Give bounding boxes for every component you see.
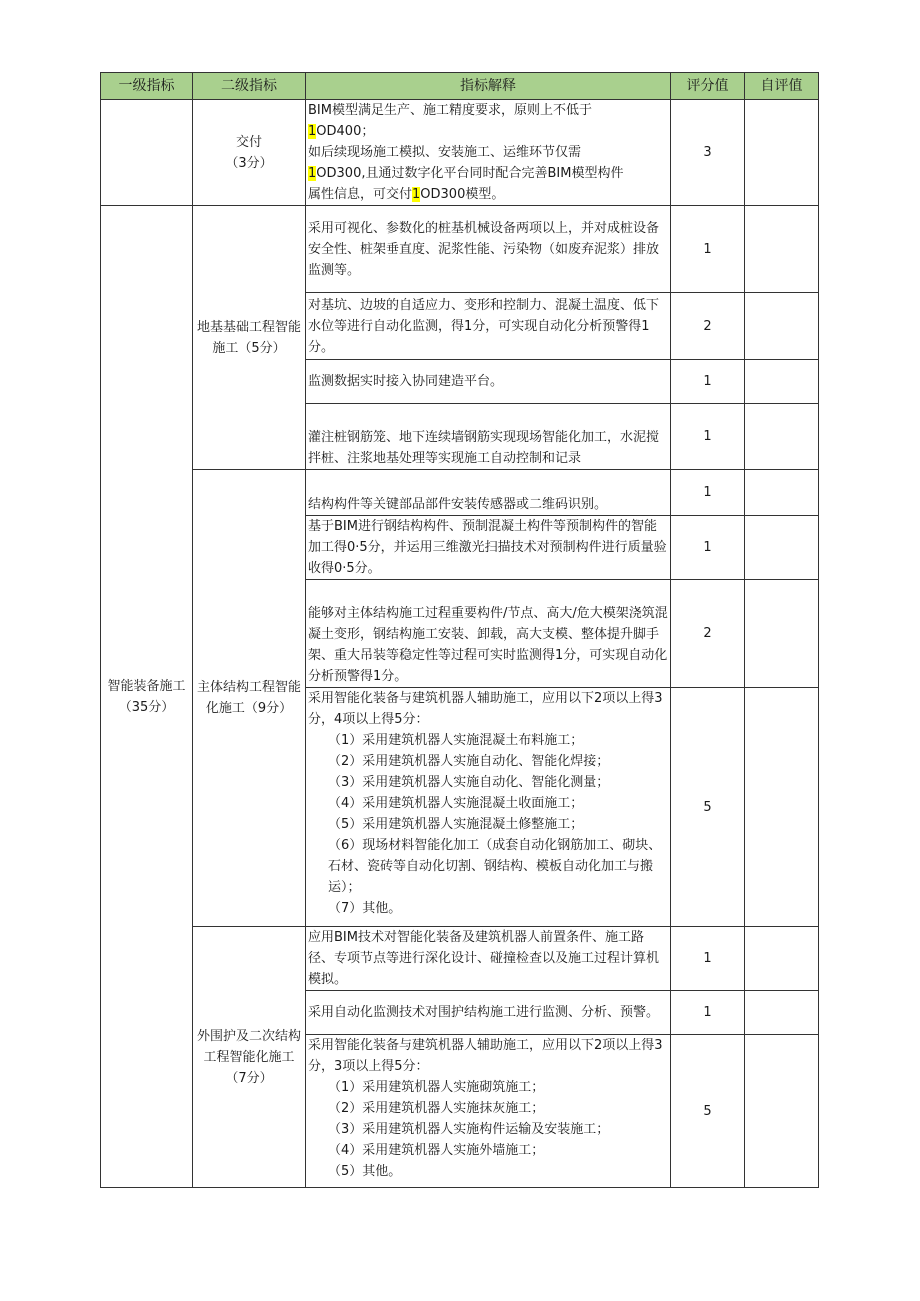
explanation-cell: 基于BIM进行钢结构构件、预制混凝土构件等预制构件的智能加工得0·5分，并运用三维激光扫描技术对预制构件进行质量验收得0·5分。: [306, 516, 671, 580]
score-cell: 1: [671, 206, 745, 293]
list-intro: 采用智能化装备与建筑机器人辅助施工，应用以下2项以上得3分，3项以上得5分：: [308, 1038, 663, 1074]
table-row: [101, 927, 819, 991]
list-item: （4）采用建筑机器人实施混凝土收面施工；: [328, 796, 584, 811]
highlight-mark: 1: [308, 166, 317, 181]
list-item: （1）采用建筑机器人实施砌筑施工；: [328, 1080, 545, 1095]
level2-foundation: 地基基础工程智能施工（5分）: [193, 206, 306, 470]
header-self-score: 自评值: [745, 73, 819, 100]
explanation-clip: [308, 688, 668, 926]
level1-smart-equipment: 智能装备施工（35分）: [101, 206, 193, 1188]
score-cell: 1: [671, 470, 745, 516]
header-level1: 一级指标: [101, 73, 193, 100]
explanation-line: [308, 184, 668, 205]
explanation-line: BIM模型满足生产、施工精度要求，原则上不低于: [308, 103, 592, 118]
header-explanation: 指标解释: [306, 73, 671, 100]
delivery-name: 交付: [235, 134, 262, 150]
self-score-cell: [745, 1035, 819, 1188]
level2-main-structure: 主体结构工程智能化施工（9分）: [193, 470, 306, 927]
explanation-cell: 结构构件等关键部品部件安装传感器或二维码识别。: [306, 470, 671, 516]
list-item: （5）其他。: [328, 1164, 402, 1179]
list-item: （6）现场材料智能化加工（成套自动化钢筋加工、砌块、石材、瓷砖等自动化切割、钢结构、模板自动化加工与搬运）；: [328, 838, 662, 895]
explanation-cell: 采用可视化、参数化的桩基机械设备两项以上，并对成桩设备安全性、桩架垂直度、泥浆性能、污染物（如废弃泥浆）排放监测等。: [306, 206, 671, 293]
score-cell: 3: [671, 100, 745, 206]
list-item: （7）其他。: [328, 901, 402, 916]
table-row: [101, 100, 819, 206]
self-score-cell: [745, 991, 819, 1035]
score-cell: 1: [671, 991, 745, 1035]
list-item: （5）采用建筑机器人实施混凝土修整施工；: [328, 817, 584, 832]
list-item: （3）采用建筑机器人实施构件运输及安装施工；: [328, 1122, 610, 1137]
explanation-cell: 对基坑、边坡的自适应力、变形和控制力、混凝土温度、低下水位等进行自动化监测，得1分，可实现自动化分析预警得1分。: [306, 293, 671, 360]
explanation-line: 如后续现场施工模拟、安装施工、运维环节仅需: [308, 145, 582, 160]
explanation-cell: 应用BIM技术对智能化装备及建筑机器人前置条件、施工路径、专项节点等进行深化设计、碰撞检查以及施工过程计算机模拟。: [306, 927, 671, 991]
score-cell: 1: [671, 927, 745, 991]
self-score-cell: [745, 100, 819, 206]
level1-cell-empty: [101, 100, 193, 206]
explanation-cell: 能够对主体结构施工过程重要构件/节点、高大/危大模架浇筑混凝土变形，钢结构施工安装、卸载，高大支模、整体提升脚手架、重大吊装等稳定性等过程可实时监测得1分，可实现自动化分析预警得1分。: [306, 580, 671, 688]
explanation-line: [308, 121, 668, 142]
score-cell: 5: [671, 688, 745, 927]
explanation-text: OD400；: [316, 124, 375, 139]
score-cell: 1: [671, 404, 745, 470]
explanation-text: OD300,且通过数字化平台同时配合完善BIM模型构件: [316, 166, 624, 181]
explanation-cell: 采用自动化监测技术对围护结构施工进行监测、分析、预警。: [306, 991, 671, 1035]
self-score-cell: [745, 206, 819, 293]
header-row: [101, 73, 819, 100]
self-score-cell: [745, 404, 819, 470]
self-score-cell: [745, 360, 819, 404]
list-intro: 采用智能化装备与建筑机器人辅助施工，应用以下2项以上得3分，4项以上得5分：: [308, 691, 663, 727]
score-cell: 1: [671, 516, 745, 580]
explanation-cell: [306, 688, 671, 927]
highlight-mark: 1: [412, 187, 421, 202]
explanation-cell: [306, 1035, 671, 1188]
highlight-mark: 1: [308, 124, 317, 139]
self-score-cell: [745, 516, 819, 580]
delivery-points: （3分）: [225, 155, 273, 171]
list-item: （1）采用建筑机器人实施混凝土布料施工；: [328, 733, 584, 748]
header-score: 评分值: [671, 73, 745, 100]
list-item: （3）采用建筑机器人实施自动化、智能化测量；: [328, 775, 610, 790]
level2-envelope: 外围护及二次结构工程智能化施工（7分）: [193, 927, 306, 1188]
table-row: [101, 470, 819, 516]
explanation-cell: 灌注桩钢筋笼、地下连续墙钢筋实现现场智能化加工，水泥搅拌桩、注浆地基处理等实现施工自动控制和记录: [306, 404, 671, 470]
score-cell: 1: [671, 360, 745, 404]
explanation-text: 属性信息，可交付: [308, 187, 413, 202]
explanation-text: OD300模型。: [420, 187, 505, 202]
list-item: （2）采用建筑机器人实施抹灰施工；: [328, 1101, 545, 1116]
self-score-cell: [745, 293, 819, 360]
level2-delivery: [193, 100, 306, 206]
self-score-cell: [745, 927, 819, 991]
list-item: （4）采用建筑机器人实施外墙施工；: [328, 1143, 545, 1158]
table-row: [101, 206, 819, 293]
self-score-cell: [745, 688, 819, 927]
self-score-cell: [745, 470, 819, 516]
header-level2: 二级指标: [193, 73, 306, 100]
explanation-line: [308, 163, 668, 184]
score-cell: 5: [671, 1035, 745, 1188]
list-item: （2）采用建筑机器人实施自动化、智能化焊接；: [328, 754, 610, 769]
explanation-cell: 监测数据实时接入协同建造平台。: [306, 360, 671, 404]
explanation-cell: [306, 100, 671, 206]
score-cell: 2: [671, 293, 745, 360]
self-score-cell: [745, 580, 819, 688]
evaluation-table: [100, 72, 819, 1188]
score-cell: 2: [671, 580, 745, 688]
